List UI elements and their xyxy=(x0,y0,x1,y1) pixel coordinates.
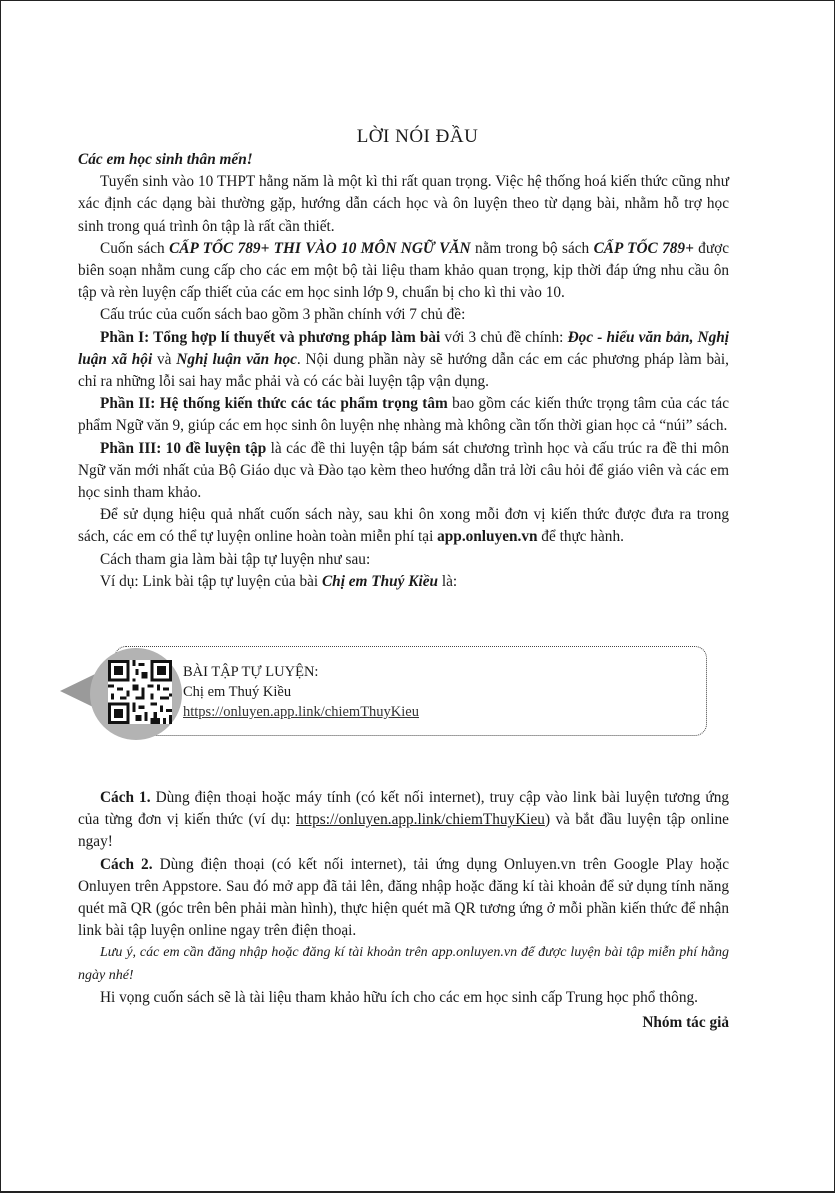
p11-text: Dùng điện thoại (có kết nối internet), tải ứng dụng Onluyen.vn trên Google Play hoặc Onluyen trên Appstore. Sau đó mở app đã tải lên, đăng nhập hoặc đăng kí tài khoản để sử dụng tính năng quét mã QR (góc trên bên phải màn hình), thực hiện quét mã QR tương ứng ở mỗi phần kiến thức để nhận link bài tập luyện online ngay trên điện thoại. xyxy=(78,855,729,940)
paragraph-usage xyxy=(78,504,729,548)
app-url[interactable]: app.onluyen.vn xyxy=(437,528,538,546)
greeting: Các em học sinh thân mến! xyxy=(78,151,253,168)
method-2-label: Cách 2. xyxy=(100,855,153,873)
paragraph-part-3 xyxy=(78,438,729,505)
paragraph-example xyxy=(78,571,729,593)
p2-text-2: nằm trong bộ sách xyxy=(470,239,594,257)
p4-text-2: . Nội dung phần này sẽ hướng dẫn các em các phương pháp làm bài, chỉ ra những lỗi sai hay mắc phải và có các bài luyện tập vận dụng. xyxy=(78,350,730,391)
p2-text: Cuốn sách xyxy=(100,239,170,257)
p5-text: bao gồm các kiến thức trọng tâm của các tác phẩm Ngữ văn 9, giúp các em học sinh ôn luyện nhẹ nhàng mà không cần tốn thời gian học cả “núi” sách. xyxy=(78,395,730,435)
page-title: LỜI NÓI ĐẦU xyxy=(356,126,479,147)
part-1-title: Phần I: Tổng hợp lí thuyết và phương pháp làm bài xyxy=(100,328,441,346)
paragraph-note: Lưu ý, các em cần đăng nhập hoặc đăng kí tài khoản trên app.onluyen.vn để được luyện bài tập miễn phí hằng ngày nhé! xyxy=(78,945,729,983)
paragraph-part-1 xyxy=(78,327,729,394)
p7-text-2: để thực hành. xyxy=(537,528,624,546)
p7-text: Để sử dụng hiệu quả nhất cuốn sách này, sau khi ôn xong mỗi đơn vị kiến thức được đưa ra trong sách, các em có thể tự luyện online hoàn toàn miễn phí tại xyxy=(78,506,729,546)
paragraph-how: Cách tham gia làm bài tập tự luyện như sau: xyxy=(100,550,371,568)
instructions-content xyxy=(78,787,729,1009)
paragraph-method-2 xyxy=(78,854,729,943)
exercise-heading: BÀI TẬP TỰ LUYỆN: xyxy=(183,664,319,680)
method-1-label: Cách 1. xyxy=(100,789,151,806)
exercise-link[interactable]: https://onluyen.app.link/chiemThuyKieu xyxy=(183,704,419,720)
p10-text-2: ) và bắt đầu luyện tập online ngay! xyxy=(78,811,729,851)
paragraph-closing: Hi vọng cuốn sách sẽ là tài liệu tham khảo hữu ích cho các em học sinh cấp Trung học phổ thông. xyxy=(100,988,698,1006)
example-lesson: Chị em Thuý Kiều xyxy=(321,572,439,590)
qr-code-icon[interactable] xyxy=(108,660,172,724)
p6-text: là các đề thi luyện tập bám sát chương trình học và cấu trúc ra đề thi môn Ngữ văn mới nhất của Bộ Giáo dục và Đào tạo kèm theo hướng dẫn trả lời câu hỏi để giáo viên và các em học sinh tham khảo. xyxy=(78,439,729,502)
p4-text: với 3 chủ đề chính: xyxy=(440,328,568,346)
p10-text: Dùng điện thoại hoặc máy tính (có kết nối internet), truy cập vào link bài luyện tương ứng của từng đơn vị kiến thức (ví dụ: xyxy=(78,789,729,829)
paragraph-2 xyxy=(78,238,729,305)
part-1-topic-3: Nghị luận văn học xyxy=(176,350,297,368)
exercise-info xyxy=(183,662,419,722)
intro-content xyxy=(78,149,729,593)
p9-text-2: là: xyxy=(438,572,458,590)
p9-text: Ví dụ: Link bài tập tự luyện của bài xyxy=(100,572,322,590)
part-1-topics: Đọc - hiểu văn bản, Nghị luận xã hội xyxy=(78,328,729,368)
part-2-title: Phần II: Hệ thống kiến thức các tác phẩm trọng tâm xyxy=(100,395,448,413)
p4-and: và xyxy=(152,350,177,368)
p2-text-3: được biên soạn nhằm cung cấp cho các em một bộ tài liệu tham khảo quan trọng, kịp thời đáp ứng nhu cầu ôn tập và rèn luyện cấp thiết của các em học sinh lớp 9, chuẩn bị cho kì thi vào 10. xyxy=(78,239,729,302)
book-title: CẤP TỐC 789+ THI VÀO 10 MÔN NGỮ VĂN xyxy=(169,239,471,257)
paragraph-method-1 xyxy=(78,787,729,854)
series-title: CẤP TỐC 789+ xyxy=(593,239,694,257)
paragraph-3: Cấu trúc của cuốn sách bao gồm 3 phần chính với 7 chủ đề: xyxy=(100,306,466,324)
method-1-link[interactable]: https://onluyen.app.link/chiemThuyKieu xyxy=(295,811,545,829)
paragraph-part-2 xyxy=(78,393,729,437)
exercise-lesson: Chị em Thuý Kiều xyxy=(183,684,292,700)
part-3-title: Phần III: 10 đề luyện tập xyxy=(100,439,267,457)
paragraph-1: Tuyển sinh vào 10 THPT hằng năm là một kì thi rất quan trọng. Việc hệ thống hoá kiến thức cũng như xác định các dạng bài thường gặp, hướng dẫn cách học và ôn luyện theo từ dạng bài, nhằm hỗ trợ học sinh trong quá trình ôn tập là rất cần thiết. xyxy=(78,173,729,235)
signature: Nhóm tác giả xyxy=(642,1014,729,1031)
